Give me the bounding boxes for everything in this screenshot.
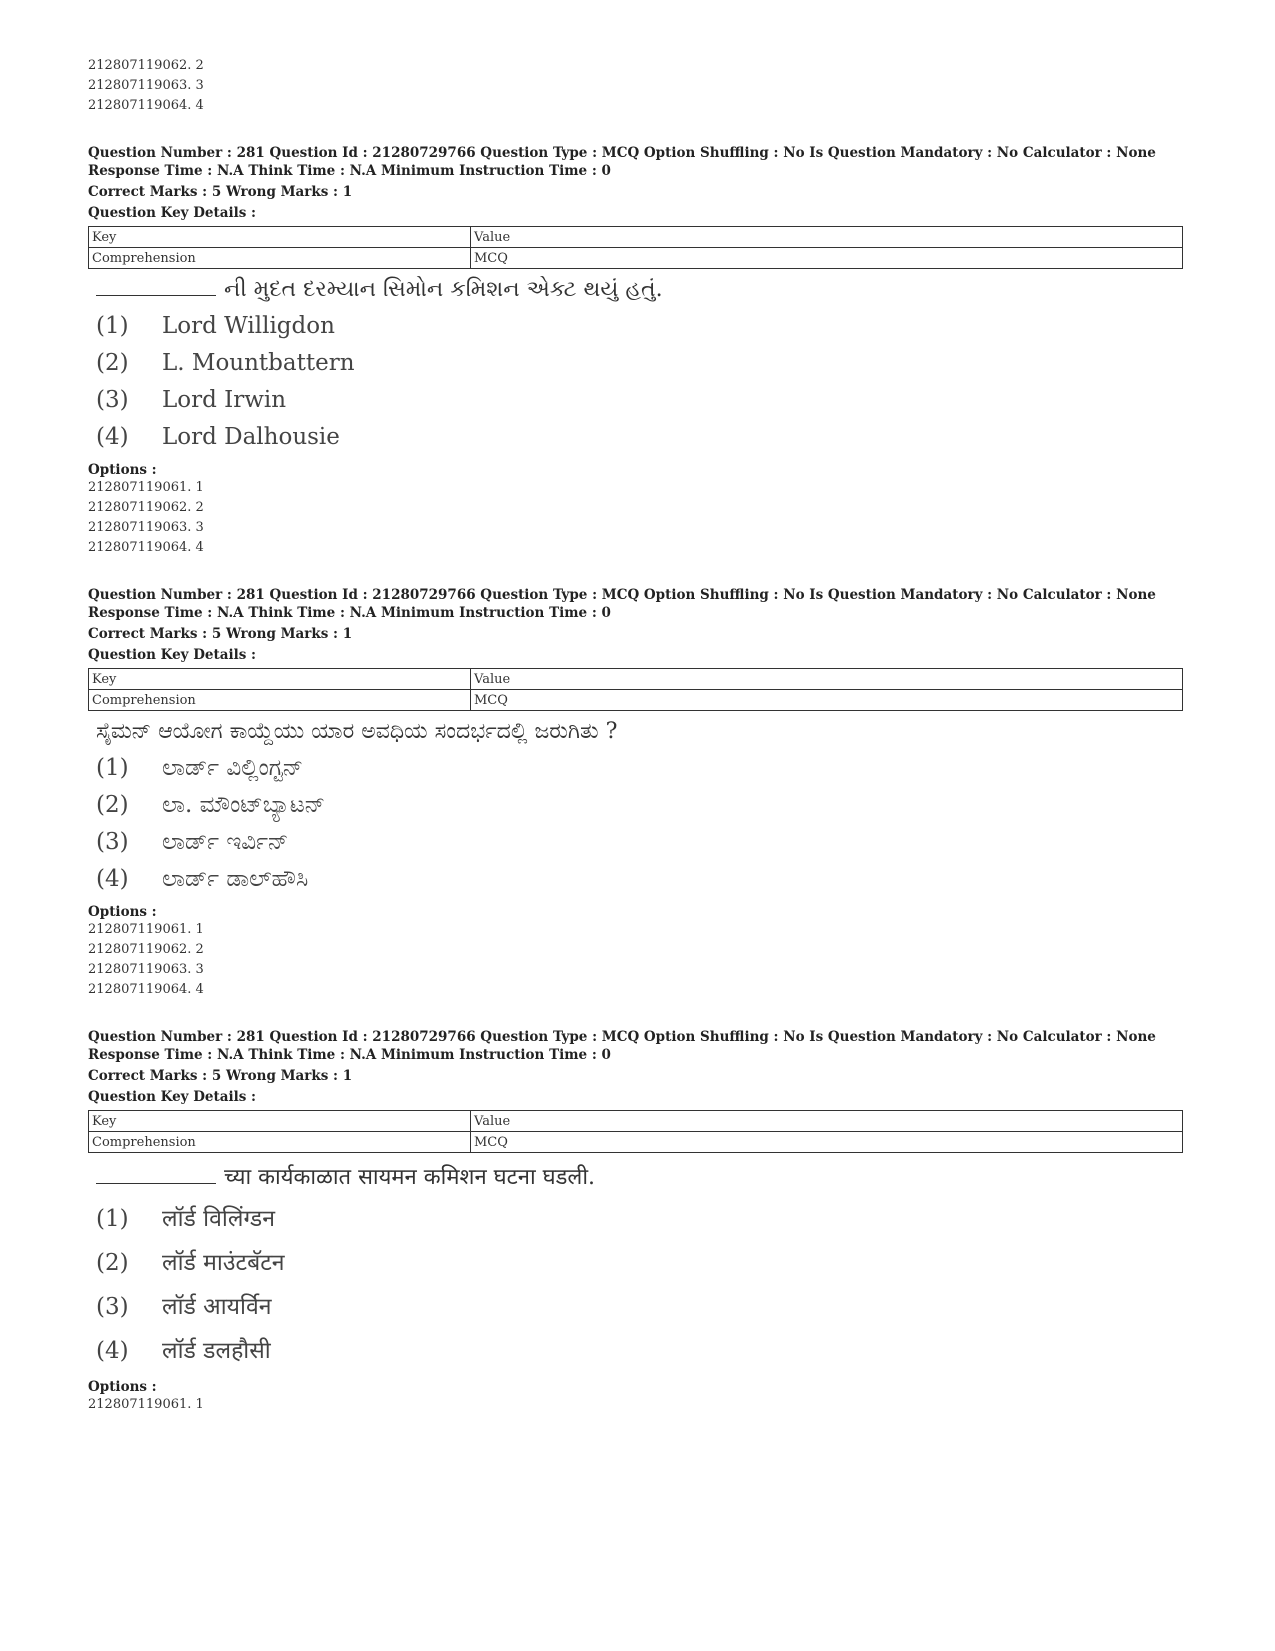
marks-line: Correct Marks : 5 Wrong Marks : 1	[88, 1068, 353, 1084]
stem-text: ની મુદત દરમ્યાન સિમોન કમિશન એક્ટ થયું હતું.	[224, 277, 663, 302]
options-label: Options :	[88, 904, 157, 920]
option-id: 212807119061. 1	[88, 480, 204, 495]
choice-item	[88, 1197, 1188, 1241]
choice-item	[88, 345, 1188, 382]
question-meta-line: Question Number : 281 Question Id : 21280729766 Question Type : MCQ Option Shuffling : No Is Question Mandatory : No Calculator : None	[88, 145, 1156, 161]
marks-line: Correct Marks : 5 Wrong Marks : 1	[88, 184, 353, 200]
marks-line: Correct Marks : 5 Wrong Marks : 1	[88, 626, 353, 642]
choice-text: Lord Willigdon	[162, 313, 335, 339]
question-block-gujarati	[88, 144, 1188, 558]
choice-number: (4)	[96, 1338, 129, 1364]
choice-text: ಲಾರ್ಡ್ ವಿಲ್ಲಿಂಗ್ಟನ್	[162, 755, 304, 781]
key-value-table	[88, 668, 1183, 711]
choice-text: ಲಾ. ಮೌಂಟ್‌ಬ್ಯಾಟನ್	[162, 792, 326, 818]
option-id: 212807119063. 3	[88, 962, 204, 977]
key-value-table	[88, 1110, 1183, 1153]
choice-number: (4)	[96, 424, 129, 450]
choice-text: लॉर्ड डलहौसी	[162, 1338, 271, 1364]
stem-text: च्या कार्यकाळात सायमन कमिशन घटना घडली.	[224, 1165, 596, 1190]
question-block-marathi	[88, 1028, 1188, 1415]
choice-item	[88, 1241, 1188, 1285]
choice-number: (2)	[96, 350, 129, 376]
options-list	[88, 1395, 1188, 1415]
table-header-key: Key	[89, 669, 471, 690]
question-stem	[96, 277, 1188, 302]
choice-number: (2)	[96, 792, 129, 818]
choice-number: (2)	[96, 1250, 129, 1276]
options-label: Options :	[88, 1379, 157, 1395]
choice-number: (1)	[96, 1206, 129, 1232]
choice-text: Lord Irwin	[162, 387, 287, 413]
fill-blank	[96, 1183, 216, 1184]
table-header-key: Key	[89, 227, 471, 248]
choice-item	[88, 861, 1188, 898]
timing-meta-line: Response Time : N.A Think Time : N.A Minimum Instruction Time : 0	[88, 1047, 611, 1063]
choice-number: (4)	[96, 866, 129, 892]
top-options-list	[88, 56, 1188, 116]
option-id: 212807119062. 2	[88, 58, 204, 73]
choice-number: (3)	[96, 829, 129, 855]
table-cell-value: MCQ	[471, 248, 1183, 269]
choice-text: Lord Dalhousie	[162, 424, 340, 450]
key-details-label: Question Key Details :	[88, 647, 257, 663]
option-id: 212807119063. 3	[88, 520, 204, 535]
table-cell-key: Comprehension	[89, 248, 471, 269]
option-id: 212807119064. 4	[88, 540, 204, 555]
stem-text: ಸೈಮನ್ ಆಯೋಗ ಕಾಯ್ದೆಯು ಯಾರ ಅವಧಿಯ ಸಂದರ್ಭದಲ್ಲಿ ಜರುಗಿತು ?	[96, 719, 618, 744]
choice-text: L. Mountbattern	[162, 350, 355, 376]
choice-item	[88, 1285, 1188, 1329]
choice-item	[88, 750, 1188, 787]
choice-item	[88, 1329, 1188, 1373]
option-id: 212807119064. 4	[88, 982, 204, 997]
choice-text: ಲಾರ್ಡ್ ಇರ್ವಿನ್	[162, 829, 289, 855]
choice-text: लॉर्ड विलिंग्डन	[162, 1206, 275, 1232]
option-id: 212807119062. 2	[88, 942, 204, 957]
options-label: Options :	[88, 462, 157, 478]
choice-item	[88, 419, 1188, 456]
question-meta-line: Question Number : 281 Question Id : 21280729766 Question Type : MCQ Option Shuffling : No Is Question Mandatory : No Calculator : None	[88, 1029, 1156, 1045]
timing-meta-line: Response Time : N.A Think Time : N.A Minimum Instruction Time : 0	[88, 605, 611, 621]
choice-number: (1)	[96, 755, 129, 781]
question-block-kannada	[88, 586, 1188, 1000]
choice-text: ಲಾರ್ಡ್ ಡಾಲ್‌ಹೌಸಿ	[162, 866, 309, 892]
choice-item	[88, 787, 1188, 824]
key-details-label: Question Key Details :	[88, 1089, 257, 1105]
question-stem	[96, 1161, 1188, 1191]
timing-meta-line: Response Time : N.A Think Time : N.A Minimum Instruction Time : 0	[88, 163, 611, 179]
question-meta-line: Question Number : 281 Question Id : 21280729766 Question Type : MCQ Option Shuffling : No Is Question Mandatory : No Calculator : None	[88, 587, 1156, 603]
choice-number: (3)	[96, 387, 129, 413]
table-cell-value: MCQ	[471, 690, 1183, 711]
fill-blank	[96, 295, 216, 296]
question-stem	[96, 719, 1188, 744]
option-id: 212807119064. 4	[88, 98, 204, 113]
choice-item	[88, 308, 1188, 345]
table-header-key: Key	[89, 1111, 471, 1132]
options-list	[88, 920, 1188, 1000]
table-cell-key: Comprehension	[89, 1132, 471, 1153]
key-details-label: Question Key Details :	[88, 205, 257, 221]
choice-item	[88, 824, 1188, 861]
table-header-value: Value	[471, 1111, 1183, 1132]
document-page	[88, 56, 1188, 1415]
choice-item	[88, 382, 1188, 419]
choice-number: (1)	[96, 313, 129, 339]
table-header-value: Value	[471, 227, 1183, 248]
option-id: 212807119063. 3	[88, 78, 204, 93]
table-cell-key: Comprehension	[89, 690, 471, 711]
option-id: 212807119061. 1	[88, 1397, 204, 1412]
key-value-table	[88, 226, 1183, 269]
options-list	[88, 478, 1188, 558]
table-cell-value: MCQ	[471, 1132, 1183, 1153]
choice-text: लॉर्ड माउंटबॅटन	[162, 1250, 285, 1276]
option-id: 212807119062. 2	[88, 500, 204, 515]
table-header-value: Value	[471, 669, 1183, 690]
option-id: 212807119061. 1	[88, 922, 204, 937]
choice-text: लॉर्ड आयर्विन	[162, 1294, 272, 1320]
choice-number: (3)	[96, 1294, 129, 1320]
